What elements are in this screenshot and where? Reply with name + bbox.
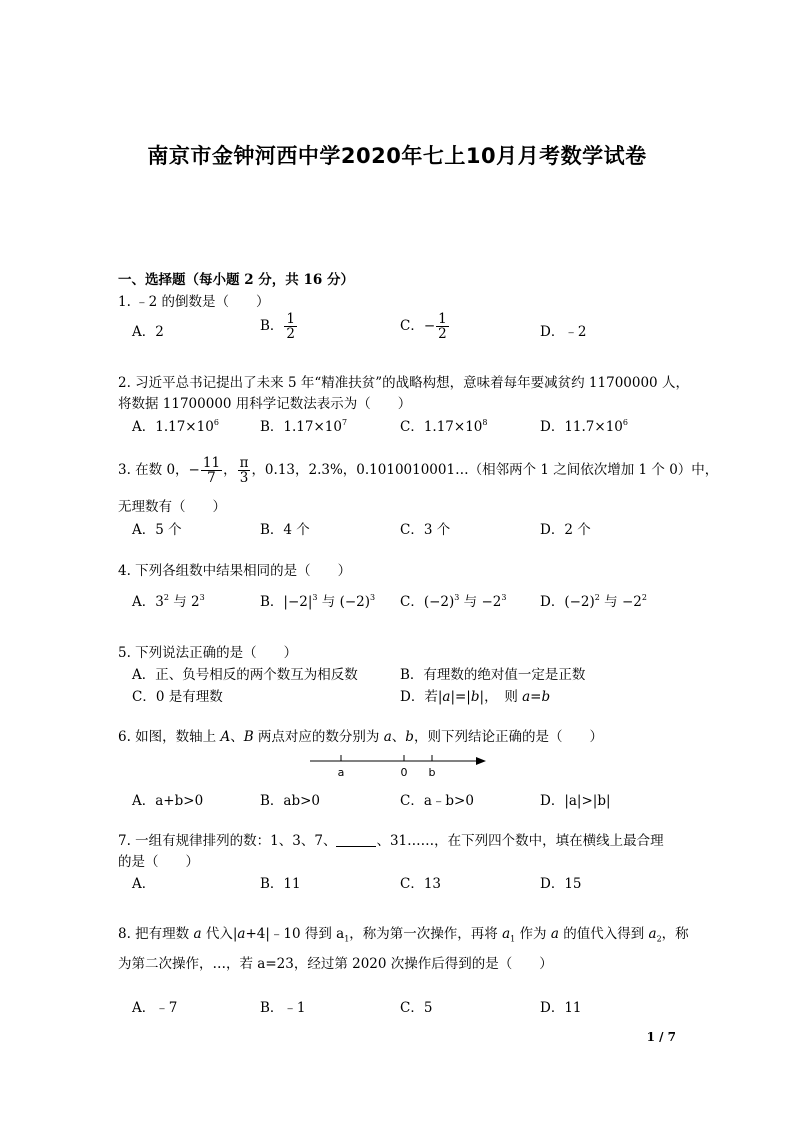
q3-f2-den: 3: [239, 470, 249, 487]
q1-option-c: [400, 312, 450, 341]
q7-line2: 的是（ ）: [118, 854, 199, 870]
q1-c-label: C．−: [400, 318, 436, 335]
q1-c-den: 2: [438, 326, 447, 343]
q2-line2: 将数据 11700000 用科学记数法表示为（ ）: [118, 396, 412, 412]
q8-option-a: A．﹣7: [132, 1000, 178, 1016]
q3-option-a: A．5 个: [132, 522, 182, 538]
q4-stem: 4. 下列各组数中结果相同的是（ ）: [118, 563, 352, 579]
label-a: a: [337, 766, 345, 779]
q7-option-b: B．11: [260, 876, 301, 892]
q8-sub2: 1: [510, 934, 516, 944]
number-line-arrow-icon: [476, 757, 486, 765]
q4-b-base: B．|−2|: [260, 594, 313, 610]
q4-b-mid: 与 (−2): [317, 594, 371, 610]
q1-option-d: D．﹣2: [540, 324, 587, 340]
q8-option-b: B．﹣1: [260, 1000, 306, 1016]
q8-option-c: C．5: [400, 1000, 433, 1016]
q2-option-b: [260, 415, 347, 435]
q4-c-e1: 3: [454, 593, 460, 602]
q4-c-base: C．(−2): [400, 594, 455, 610]
q4-d-e1: 2: [594, 593, 600, 602]
q8-pre: 8. 把有理数: [118, 926, 194, 942]
q3-line2: 无理数有（ ）: [118, 499, 226, 515]
q1-b-num: 1: [286, 311, 296, 327]
q5-stem: 5. 下列说法正确的是（ ）: [118, 645, 298, 661]
q2-c-exp: 8: [482, 418, 488, 427]
q2-a-exp: 6: [213, 418, 219, 427]
q2-c-text: C．1.17×10: [400, 419, 483, 435]
q8-mid3: ，称为第一次操作，再将: [349, 926, 503, 942]
q6-var-a: a: [383, 729, 392, 745]
q2-b-exp: 7: [341, 418, 348, 427]
q7-option-a: A．: [132, 876, 156, 892]
q4-a-e1: 2: [163, 593, 169, 602]
q8-line2: 为第二次操作，…，若 a=23，经过第 2020 次操作后得到的是（ ）: [118, 956, 553, 972]
q8-mid: 代入|: [201, 926, 238, 942]
q3-f2-num: π: [239, 455, 249, 471]
q8-a5: a: [648, 926, 657, 942]
q4-d-e2: 2: [641, 593, 647, 602]
q4-option-c: [400, 590, 506, 610]
q4-d-base: D．(−2): [540, 594, 595, 610]
q8-sub3: 2: [656, 934, 662, 944]
q5-d-b: b: [470, 689, 480, 705]
q6-stem: [118, 725, 603, 745]
q4-b-e1: 3: [312, 593, 318, 602]
label-0: 0: [400, 766, 408, 779]
q6-stem-post: ，则下列结论正确的是（ ）: [413, 729, 603, 745]
q3-option-b: B．4 个: [260, 522, 310, 538]
q3-prefix: 3. 在数 0，−: [118, 462, 200, 479]
q5-option-c: C．0 是有理数: [132, 689, 223, 705]
q7-option-c: C．13: [400, 876, 442, 892]
q6-option-d: D．|a|>|b|: [540, 793, 611, 809]
q8-a: a: [193, 926, 202, 942]
q2-line1: 2. 习近平总书记提出了未来 5 年“精准扶贫”的战略构想，意味着每年要减贫约 11700000 人，: [118, 375, 689, 391]
q8-end: ，称: [661, 926, 689, 942]
q1-option-b: [260, 312, 298, 341]
q5-d-mid: |=|: [450, 689, 471, 705]
page-number: 1 / 7: [646, 1030, 676, 1044]
q4-c-e2: 3: [501, 593, 507, 602]
q1-b-fraction: [284, 312, 297, 341]
q5-option-b: B．有理数的绝对值一定是正数: [400, 667, 586, 683]
q6-stem-pre: 6. 如图，数轴上: [118, 729, 221, 745]
section-heading: 一、选择题（每小题 2 分，共 16 分）: [118, 272, 354, 288]
q4-a-mid: 与 2: [168, 594, 200, 610]
q1-c-fraction: [436, 312, 449, 341]
q5-d-pre: D．若|: [400, 689, 443, 705]
q1-c-num: 1: [438, 311, 447, 327]
q4-option-d: [540, 590, 647, 610]
page-title: 南京市金钟河西中学2020年七上10月月考数学试卷: [147, 144, 647, 168]
q6-var-b: b: [405, 729, 414, 745]
q2-a-text: A．1.17×10: [132, 419, 214, 435]
q7-line1-post: 、31……，在下列四个数中，填在横线上最合理: [376, 833, 664, 849]
q2-option-d: [540, 415, 628, 435]
q4-option-a: [132, 590, 205, 610]
q3-f1-den: 7: [207, 470, 216, 487]
q8-a4: a: [550, 926, 559, 942]
q1-b-label: B．: [260, 318, 284, 335]
q7-line1: [118, 829, 664, 849]
q6-point-b: B: [243, 729, 254, 745]
q7-option-d: D．15: [540, 876, 582, 892]
q6-option-a: A．a+b>0: [132, 793, 204, 809]
q5-d-mid2: |， 则: [479, 689, 523, 705]
q5-d-eq: a=b: [522, 689, 551, 705]
q4-a-e2: 3: [199, 593, 205, 602]
q5-d-a: a: [442, 689, 451, 705]
q7-line1-pre: 7. 一组有规律排列的数：1、3、7、: [118, 833, 337, 849]
q3-fraction-11-7: [201, 456, 222, 485]
q6-sep: 、: [230, 729, 244, 745]
q2-d-exp: 6: [622, 418, 628, 427]
q3-fraction-pi-3: [238, 456, 251, 485]
q2-b-text: B．1.17×10: [260, 419, 342, 435]
q3-line1: [118, 456, 718, 485]
q6-stem-mid: 两点对应的数分别为: [253, 729, 384, 745]
q6-point-a: A: [220, 729, 231, 745]
q2-option-c: [400, 415, 487, 435]
q1-stem: 1. ﹣2 的倒数是（ ）: [118, 294, 270, 310]
q2-option-a: [132, 415, 219, 435]
q6-option-c: C．a﹣b>0: [400, 793, 474, 809]
q7-blank: [336, 834, 376, 847]
q8-mid4: 作为: [515, 926, 551, 942]
q8-post: 的值代入得到: [558, 926, 649, 942]
q3-option-d: D．2 个: [540, 522, 591, 538]
q6-sep2: 、: [391, 729, 406, 745]
q2-d-text: D．11.7×10: [540, 419, 623, 435]
label-b: b: [428, 766, 436, 779]
q3-sep: ，: [223, 462, 237, 479]
q4-a-base: A．3: [132, 594, 164, 610]
q8-option-d: D．11: [540, 1000, 582, 1016]
q8-sub1: 1: [344, 934, 350, 944]
q3-f1-num: 11: [202, 455, 221, 471]
q4-b-e2: 3: [370, 593, 376, 602]
q3-option-c: C．3 个: [400, 522, 451, 538]
q8-a2: a: [237, 926, 246, 942]
q5-option-d: [400, 685, 550, 705]
q1-b-den: 2: [286, 326, 296, 343]
q4-option-b: [260, 590, 375, 610]
q8-line1: [118, 922, 689, 944]
q8-mid2: +4|﹣10 得到 a: [245, 926, 345, 942]
q6-option-b: B．ab>0: [260, 793, 321, 809]
q4-c-mid: 与 −2: [459, 594, 502, 610]
number-line: [300, 748, 490, 780]
q3-rest: ，0.13，2.3%，0.1010010001…（相邻两个 1 之间依次增加 1 个 0）中，: [251, 462, 719, 479]
q5-option-a: A．正、负号相反的两个数互为相反数: [132, 667, 358, 683]
q8-a3: a: [502, 926, 511, 942]
q4-d-mid: 与 −2: [599, 594, 642, 610]
q1-option-a: A．2: [132, 324, 164, 340]
